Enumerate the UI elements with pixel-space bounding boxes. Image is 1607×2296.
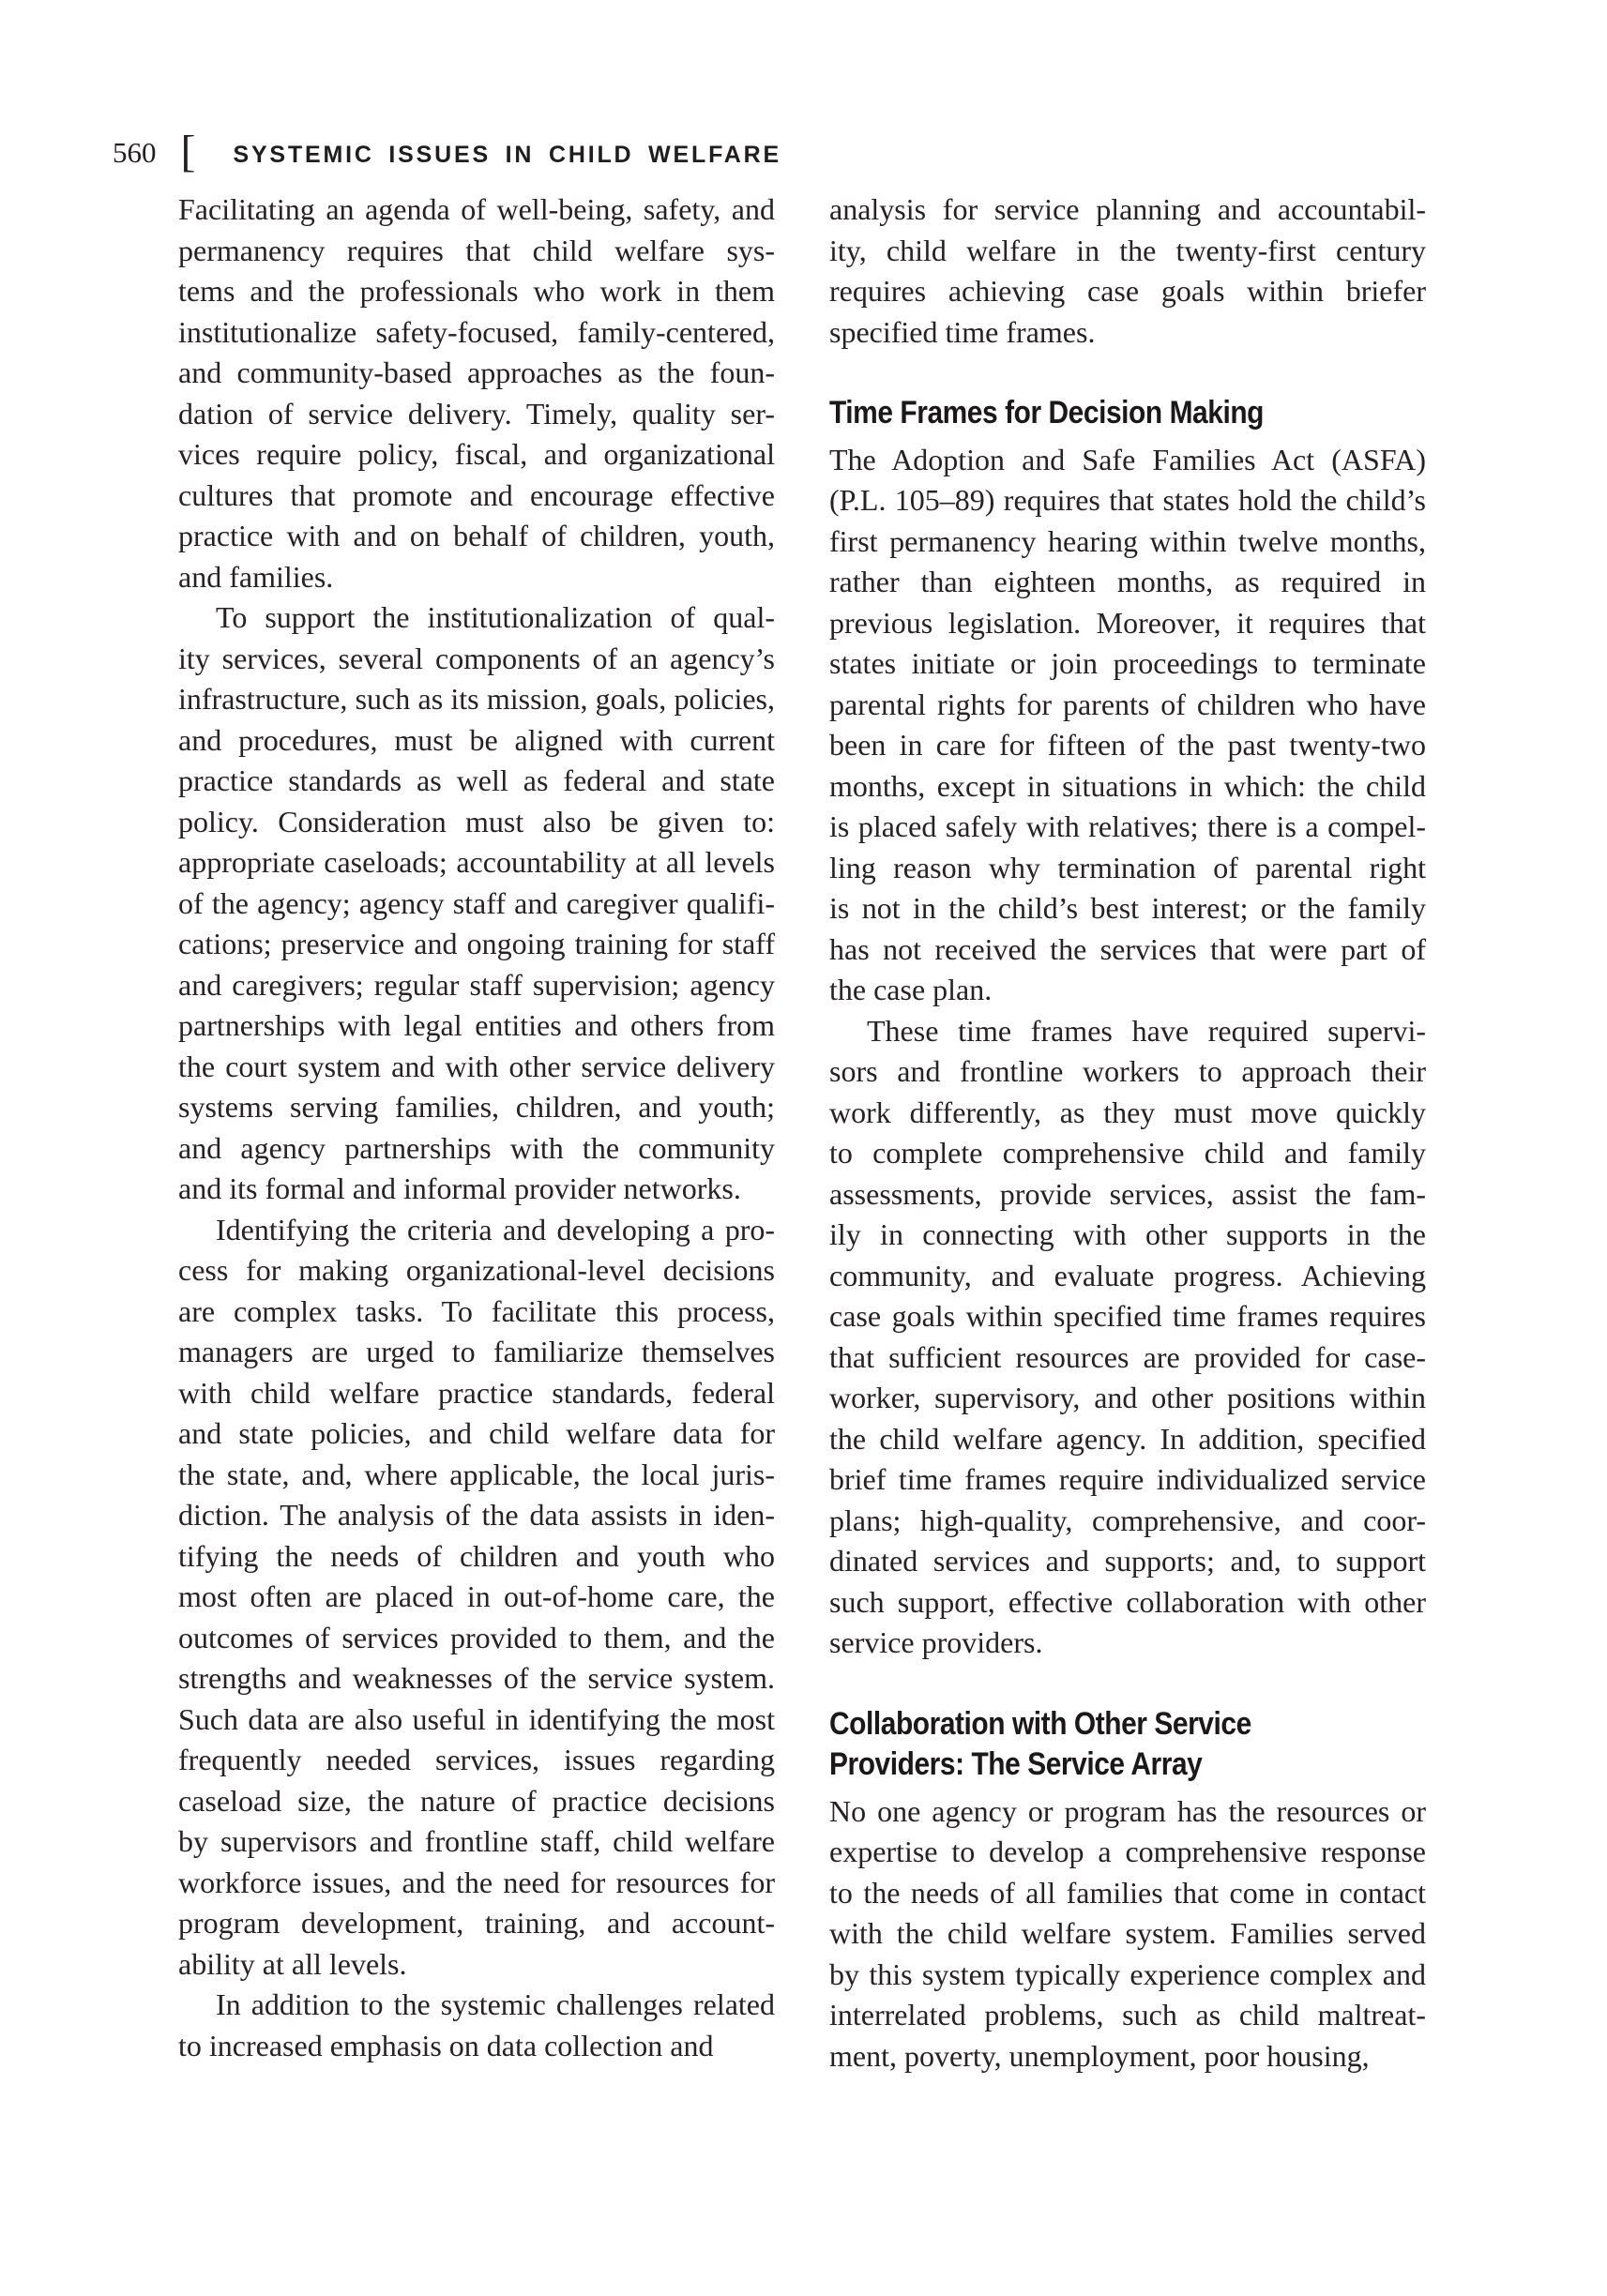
- text-line: ily in connecting with other supports in the: [829, 1217, 1426, 1251]
- paragraph: [178, 1985, 775, 2066]
- section-heading-line: Time Frames for Decision Making: [829, 395, 1265, 430]
- text-line: are complex tasks. To facilitate this process,: [178, 1293, 775, 1328]
- text-line: strengths and weaknesses of the service system.: [178, 1661, 775, 1695]
- text-line: to the needs of all families that come in contact: [829, 1875, 1426, 1910]
- text-line: previous legislation. Moreover, it requires that: [829, 605, 1426, 640]
- text-line: Facilitating an agenda of well-being, safety, and: [178, 192, 775, 226]
- text-line: Identifying the criteria and developing a pro-: [216, 1212, 775, 1246]
- text-line: No one agency or program has the resources or: [829, 1793, 1426, 1828]
- text-line: to complete comprehensive child and family: [829, 1136, 1426, 1170]
- text-line: tems and the professionals who work in them: [178, 274, 775, 308]
- text-line: ment, poverty, unemployment, poor housing,: [829, 2038, 1370, 2073]
- page-number: 560: [113, 136, 157, 169]
- text-line: first permanency hearing within twelve months,: [829, 523, 1426, 558]
- text-line: sors and frontline workers to approach their: [829, 1054, 1426, 1088]
- text-line: and agency partnerships with the community: [178, 1130, 775, 1165]
- text-line: dinated services and supports; and, to support: [829, 1544, 1426, 1578]
- paragraph: [829, 440, 1426, 1011]
- text-line: requires achieving case goals within briefer: [829, 274, 1426, 308]
- text-line: ling reason why termination of parental right: [829, 850, 1426, 884]
- text-line: such support, effective collaboration with other: [829, 1584, 1426, 1619]
- text-line: institutionalize safety-focused, family-centered,: [178, 314, 775, 349]
- text-line: by supervisors and frontline staff, child welfare: [178, 1824, 775, 1858]
- text-line: ability at all levels.: [178, 1946, 407, 1981]
- paragraph: [178, 597, 775, 1210]
- text-line: cess for making organizational-level decisions: [178, 1253, 775, 1287]
- text-line: (P.L. 105–89) requires that states hold the child’s: [829, 483, 1426, 517]
- text-line: appropriate caseloads; accountability at all levels: [178, 845, 775, 879]
- text-line: rather than eighteen months, as required in: [829, 565, 1426, 598]
- text-line: is placed safely with relatives; there is a compel-: [829, 809, 1426, 843]
- text-line: permanency requires that child welfare sys-: [178, 233, 775, 267]
- right-column: [829, 189, 1426, 2077]
- paragraph: [829, 1011, 1426, 1664]
- text-line: service providers.: [829, 1625, 1043, 1659]
- text-line: cations; preservice and ongoing training for staff: [178, 927, 775, 960]
- text-line: assessments, provide services, assist the fam-: [829, 1176, 1426, 1211]
- text-line: cultures that promote and encourage effective: [178, 477, 775, 512]
- paragraph: [829, 189, 1426, 353]
- text-line: and families.: [178, 559, 334, 594]
- text-line: and community-based approaches as the foun-: [178, 355, 775, 389]
- text-line: policy. Consideration must also be given to:: [178, 804, 775, 838]
- text-line: program development, training, and account-: [178, 1906, 775, 1940]
- text-line: analysis for service planning and accountabil-: [829, 192, 1426, 226]
- text-line: expertise to develop a comprehensive response: [829, 1835, 1426, 1868]
- text-line: is not in the child’s best interest; or the family: [829, 891, 1426, 925]
- text-line: the state, and, where applicable, the local juris-: [178, 1457, 775, 1491]
- text-line: the child welfare agency. In addition, specified: [829, 1421, 1426, 1456]
- text-line: and caregivers; regular staff supervision; agency: [178, 967, 775, 1002]
- text-line: and its formal and informal provider networks.: [178, 1171, 741, 1205]
- text-line: community, and evaluate progress. Achieving: [829, 1258, 1426, 1292]
- section-heading: [829, 393, 1426, 434]
- running-head: [113, 126, 781, 176]
- text-line: caseload size, the nature of practice decisions: [178, 1783, 775, 1818]
- text-line: brief time frames require individualized service: [829, 1462, 1426, 1496]
- text-line: most often are placed in out-of-home care, the: [178, 1579, 775, 1613]
- text-line: workforce issues, and the need for resources for: [178, 1865, 775, 1899]
- paragraph: [829, 1791, 1426, 2077]
- text-line: dation of service delivery. Timely, quality ser-: [178, 396, 775, 430]
- text-line: that sufficient resources are provided for case-: [829, 1339, 1426, 1374]
- text-line: In addition to the systemic challenges related: [216, 1987, 775, 2021]
- text-line: of the agency; agency staff and caregiver qualifi-: [178, 885, 775, 920]
- text-line: frequently needed services, issues regarding: [178, 1743, 775, 1776]
- text-line: case goals within specified time frames requires: [829, 1299, 1426, 1333]
- text-line: To support the institutionalization of qual-: [216, 600, 775, 634]
- text-line: systems serving families, children, and youth;: [178, 1090, 775, 1124]
- paragraph: [178, 1210, 775, 1986]
- text-line: states initiate or join proceedings to terminate: [829, 646, 1426, 680]
- text-line: to increased emphasis on data collection and: [178, 2028, 714, 2062]
- text-line: and state policies, and child welfare data for: [178, 1416, 775, 1450]
- text-line: worker, supervisory, and other positions within: [829, 1381, 1426, 1414]
- text-line: ity services, several components of an agency’s: [178, 641, 775, 675]
- text-line: has not received the services that were part of: [829, 931, 1426, 966]
- text-line: parental rights for parents of children who have: [829, 687, 1426, 721]
- text-line: with child welfare practice standards, federal: [178, 1375, 775, 1410]
- left-column: [178, 189, 775, 2066]
- text-line: infrastructure, such as its mission, goals, policies,: [178, 682, 775, 716]
- text-line: practice with and on behalf of children, youth,: [178, 519, 775, 552]
- text-line: practice standards as well as federal and state: [178, 763, 775, 797]
- text-line: These time frames have required supervi-: [867, 1013, 1426, 1048]
- text-line: Such data are also useful in identifying the most: [178, 1701, 775, 1736]
- text-line: specified time frames.: [829, 314, 1096, 349]
- text-line: managers are urged to familiarize themselves: [178, 1335, 775, 1368]
- text-line: the case plan.: [829, 973, 993, 1006]
- text-line: the court system and with other service delivery: [178, 1049, 775, 1083]
- text-line: ity, child welfare in the twenty-first century: [829, 233, 1426, 267]
- text-line: plans; high-quality, comprehensive, and coor-: [829, 1503, 1426, 1537]
- paragraph: [178, 189, 775, 597]
- running-title: SYSTEMIC ISSUES IN CHILD WELFARE: [233, 142, 781, 168]
- text-line: work differently, as they must move quickly: [829, 1095, 1426, 1129]
- text-line: by this system typically experience complex and: [829, 1956, 1426, 1991]
- text-line: outcomes of services provided to them, and the: [178, 1620, 775, 1654]
- text-line: The Adoption and Safe Families Act (ASFA): [829, 442, 1426, 476]
- text-line: tifying the needs of children and youth who: [178, 1538, 775, 1573]
- section-heading-line: Collaboration with Other Service: [829, 1705, 1251, 1742]
- text-line: months, except in situations in which: the child: [829, 768, 1426, 803]
- text-line: diction. The analysis of the data assists in iden-: [178, 1498, 775, 1532]
- text-line: partnerships with legal entities and others from: [178, 1008, 775, 1042]
- text-line: interrelated problems, such as child maltreat-: [829, 1998, 1426, 2032]
- text-line: with the child welfare system. Families served: [829, 1916, 1426, 1950]
- text-line: been in care for fifteen of the past twenty-two: [829, 728, 1426, 762]
- section-heading-line: Providers: The Service Array: [829, 1746, 1203, 1782]
- text-line: vices require policy, fiscal, and organizational: [178, 437, 775, 471]
- text-line: and procedures, must be aligned with current: [178, 722, 775, 757]
- section-heading: [829, 1704, 1426, 1786]
- bracket-glyph: [: [180, 127, 196, 176]
